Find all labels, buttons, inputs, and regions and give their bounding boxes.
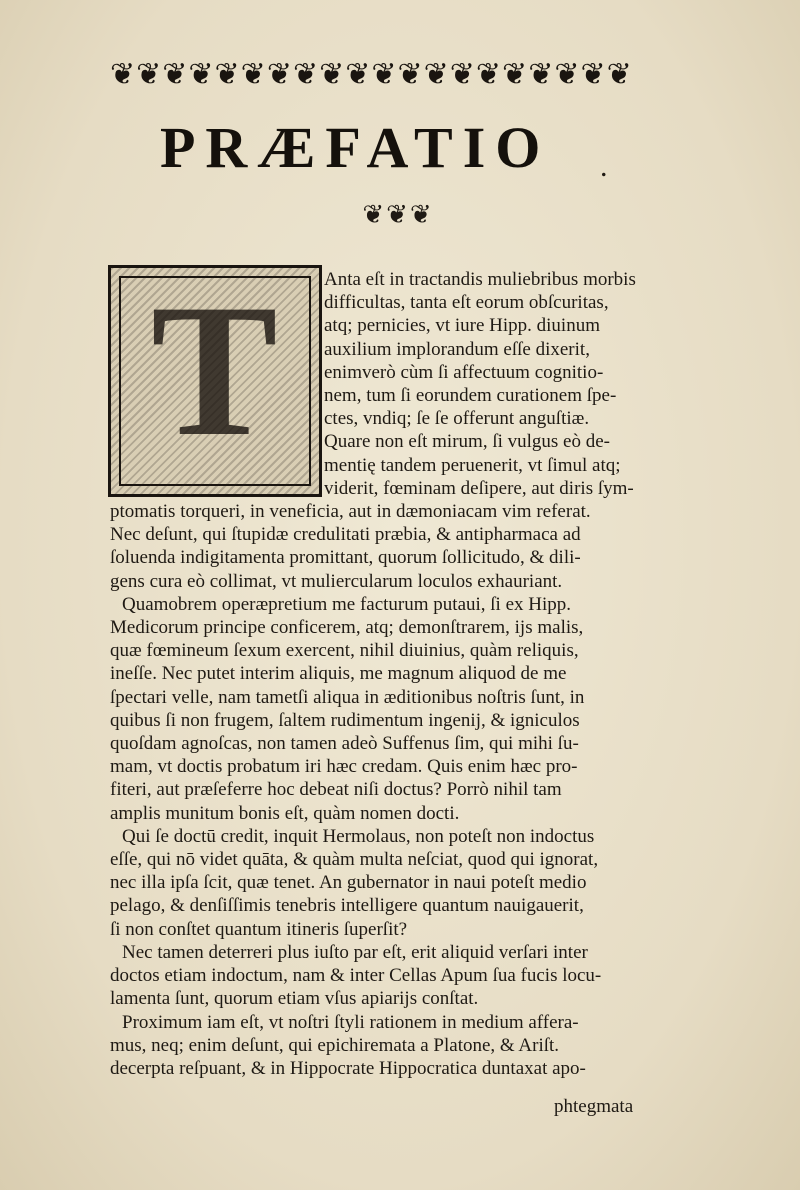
text-line: auxilium implorandum eſſe dixerit, <box>324 338 590 360</box>
text-line: eſſe, qui nō videt quāta, & quàm multa neſciat, quod qui ignorat, <box>110 849 599 871</box>
text-line: Quamobrem operæpretium me facturum putaui, ſi ex Hipp. <box>122 593 572 615</box>
text-line: mentię tandem peruenerit, vt ſimul atq; <box>324 454 621 476</box>
text-line: Qui ſe doctū credit, inquit Hermolaus, non poteſt non indoctus <box>122 825 595 847</box>
text-line: lamenta ſunt, quorum etiam vſus apiarijs conſtat. <box>110 988 479 1010</box>
text-line: Anta eſt in tractandis muliebribus morbis <box>324 269 636 290</box>
catchword: phtegmata <box>554 1096 634 1117</box>
text-line: fiteri, aut præſeferre hoc debeat niſi doctus? Porrò nihil tam <box>110 779 562 801</box>
text-line: Quare non eſt mirum, ſi vulgus eò de- <box>324 431 610 453</box>
text-line: viderit, fœminam deſipere, aut diris ſym- <box>324 477 634 499</box>
ornament-band: ❦❦❦❦❦❦❦❦❦❦❦❦❦❦❦❦❦❦❦❦ <box>110 58 633 91</box>
text-line: Nec tamen deterreri plus iuſto par eſt, erit aliquid verſari inter <box>122 941 588 963</box>
text-line: quoſdam agnoſcas, non tamen adeò Suffenus ſim, qui mihi ſu- <box>110 733 579 755</box>
text-line: Medicorum principe conficerem, atq; demonſtrarem, ijs malis, <box>110 617 584 639</box>
text-line: quibus ſi non frugem, ſaltem rudimentum ingenij, & igniculos <box>110 709 580 731</box>
text-line: mam, vt doctis probatum iri hæc credam. Quis enim hæc pro- <box>110 756 578 778</box>
body-text <box>110 268 680 1080</box>
text-line: nem, tum ſi eorundem curationem ſpe- <box>324 385 617 407</box>
text-line: decerpta reſpuant, & in Hippocrate Hippocratica duntaxat apo- <box>110 1057 586 1079</box>
text-line: ineſſe. Nec putet interim aliquis, me magnum aliquod de me <box>110 663 567 685</box>
text-line: quæ fœmineum ſexum exercent, nihil diuinius, quàm reliquis, <box>110 640 579 662</box>
text-line: ſoluenda indigitamenta promittant, quorum ſollicitudo, & dili- <box>110 547 581 569</box>
text-line: atq; pernicies, vt iure Hipp. diuinum <box>324 315 600 337</box>
text-line: doctos etiam indoctum, nam & inter Cellas Apum ſua fucis locu- <box>110 965 602 987</box>
initial-letter: T <box>151 266 278 476</box>
text-line: enimverò cùm ſi affectuum cognitio- <box>324 361 604 383</box>
text-line: Nec deſunt, qui ſtupidæ credulitati præbia, & antipharmaca ad <box>110 524 581 546</box>
text-line: Proximum iam eſt, vt noſtri ſtyli rationem in medium afferа- <box>122 1011 579 1033</box>
text-line: nec illa ipſa ſcit, quæ tenet. An gubernator in naui poteſt medio <box>110 872 587 894</box>
page-title: PRÆFATIO <box>160 115 551 180</box>
text-line: amplis munitum bonis eſt, quàm nomen docti. <box>110 802 460 824</box>
text-line: ctes, vndiq; ſe ſe offerunt anguſtiæ. <box>324 408 590 430</box>
text-line: ſpectari velle, nam tametſi aliqua in æditionibus noſtris ſunt, in <box>110 686 585 708</box>
small-ornament: ❦❦❦ <box>362 200 434 229</box>
text-line: mus, neq; enim deſunt, qui epichiremata a Platone, & Ariſt. <box>110 1034 560 1056</box>
text-line: pelago, & denſiſſimis tenebris intelligere quantum nauigauerit, <box>110 895 584 917</box>
text-line: difficultas, tanta eſt eorum obſcuritas, <box>324 292 609 314</box>
text-line: ptomatis torqueri, in veneficia, aut in dæmoniacam vim referat. <box>110 501 591 523</box>
initial-lines <box>110 268 680 500</box>
title-period: . <box>600 150 608 183</box>
text-line: gens cura eò collimat, vt muliercularum loculos exhauriant. <box>110 570 563 592</box>
main-lines <box>110 500 680 1080</box>
text-line: ſi non conſtet quantum itineris ſuperſit? <box>110 918 408 940</box>
